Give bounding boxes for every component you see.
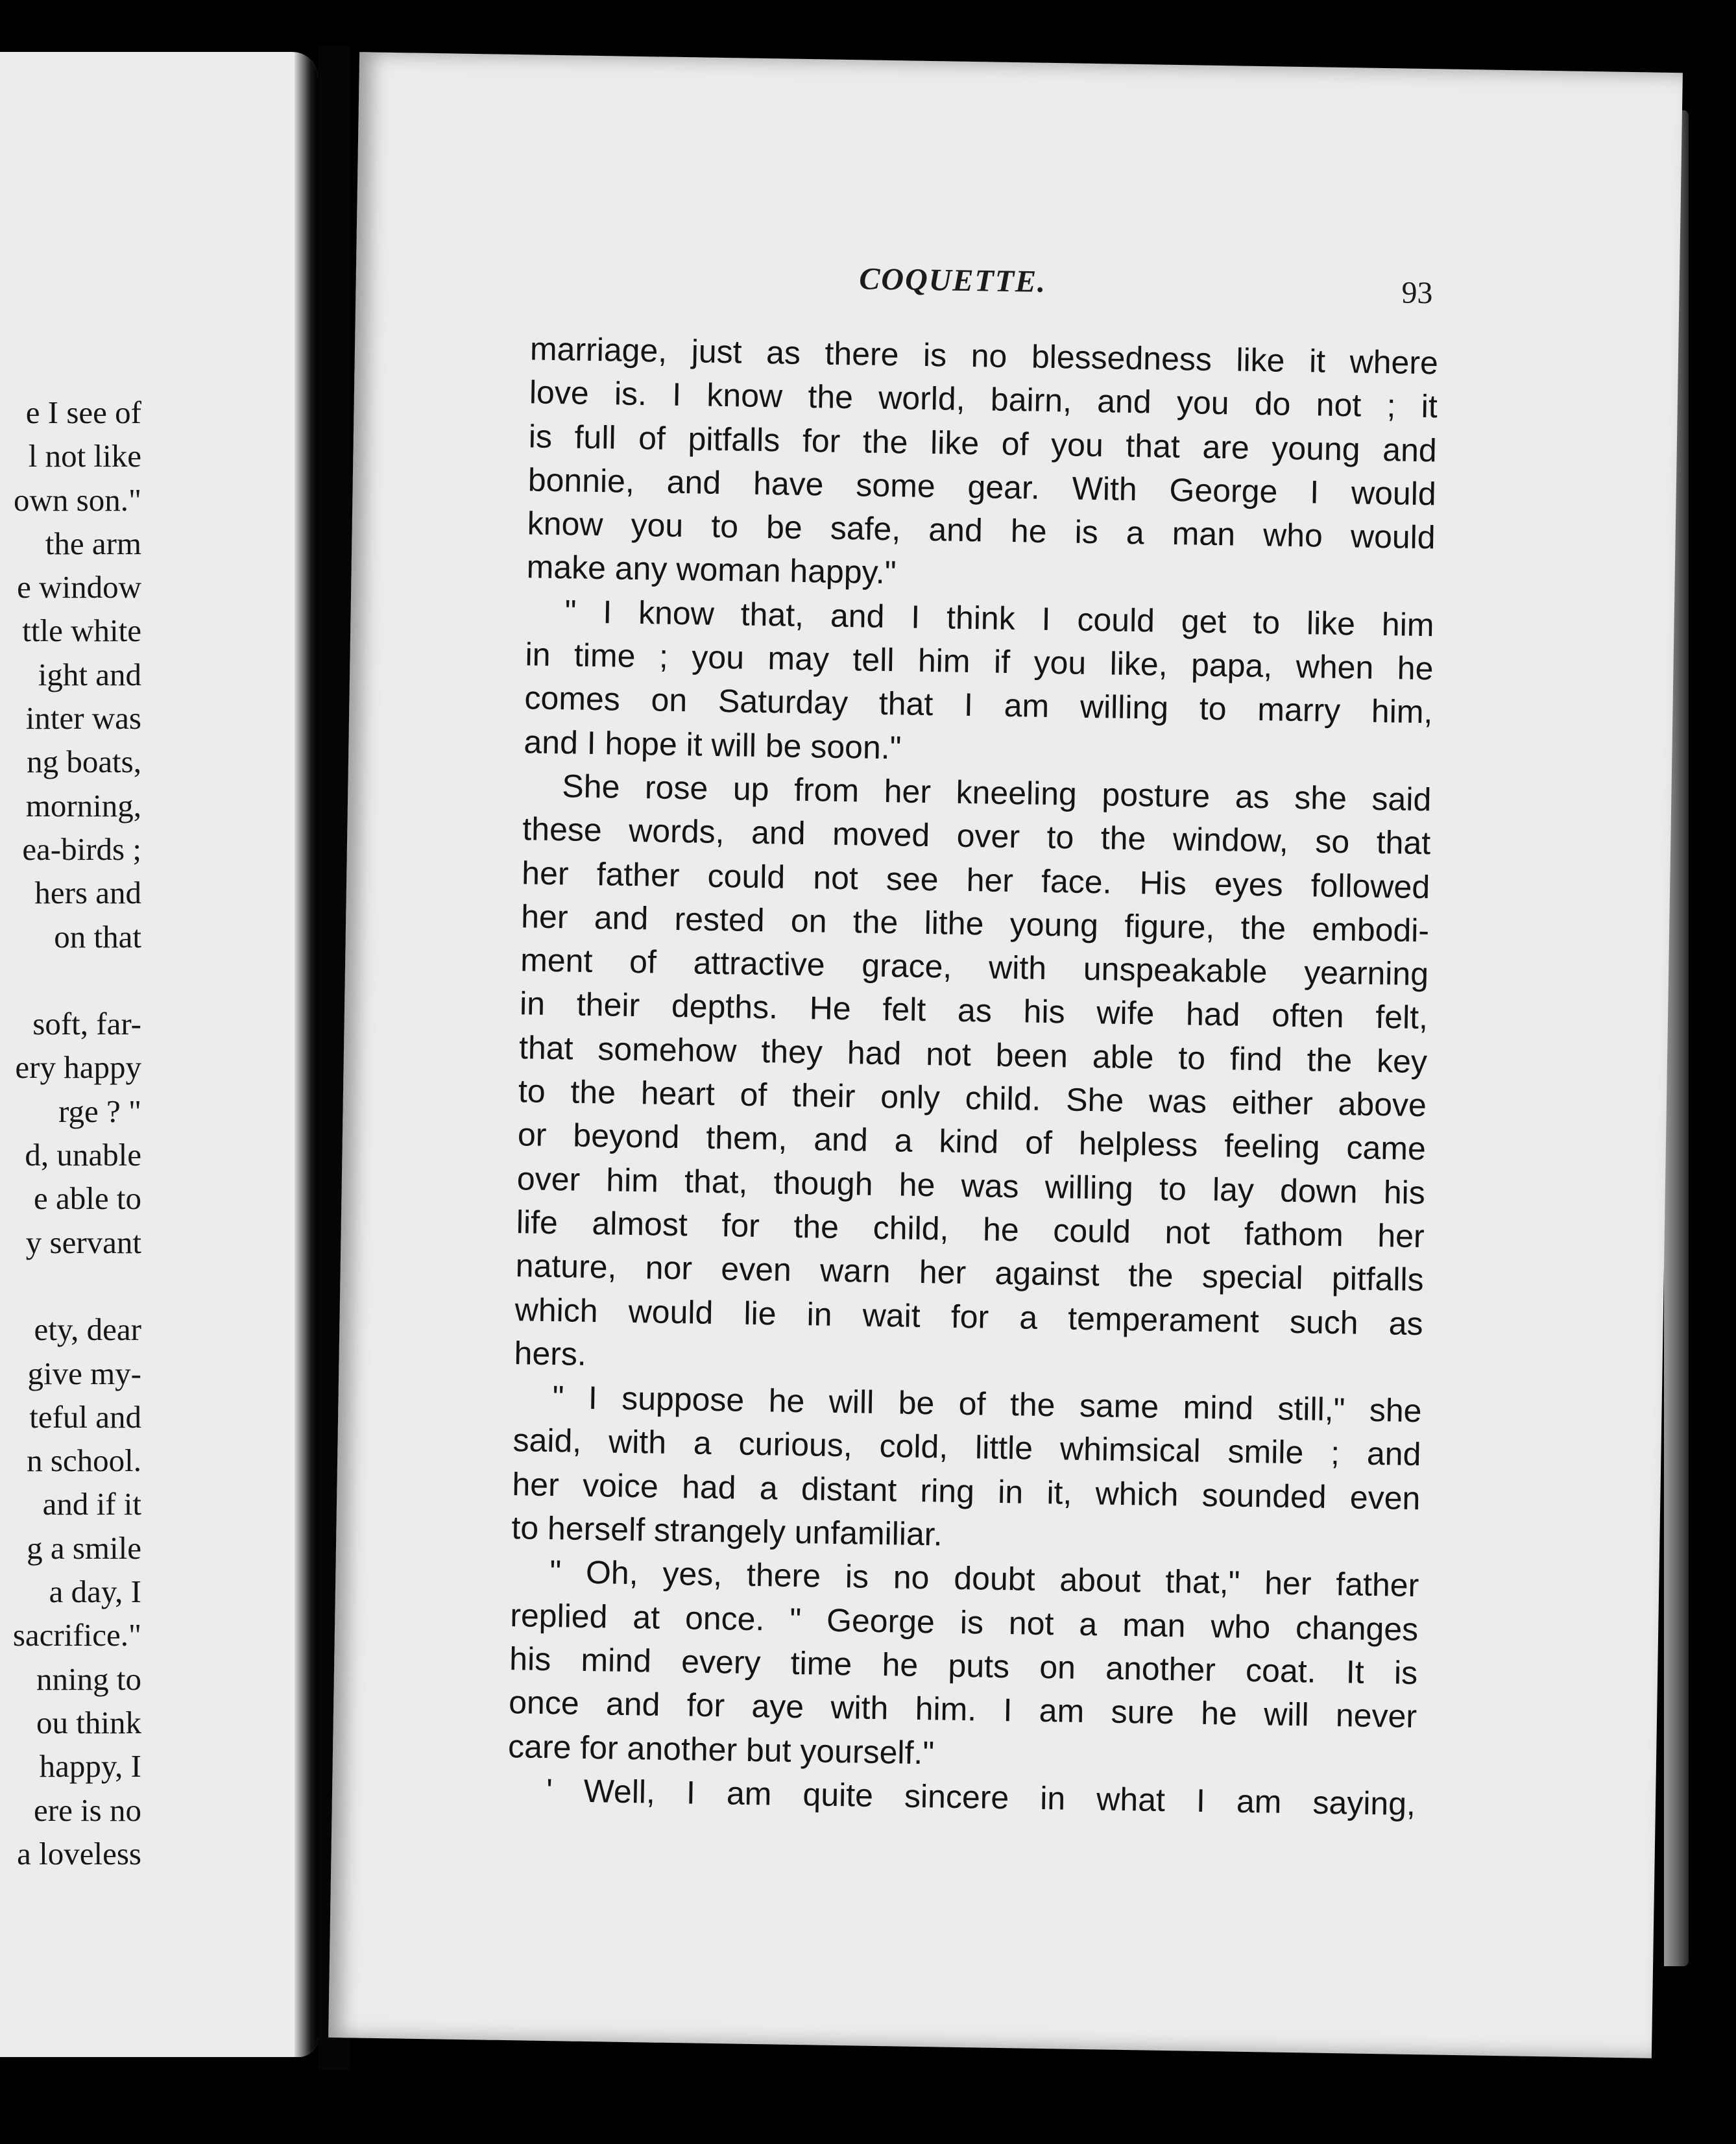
left-line: n school. xyxy=(27,1443,141,1479)
running-head: COQUETTE. xyxy=(859,262,1047,299)
left-line: ere is no xyxy=(34,1792,141,1828)
left-line: e I see of xyxy=(25,395,141,430)
left-line: e able to xyxy=(34,1180,141,1217)
left-line: ng boats, xyxy=(27,744,141,780)
text-line: " I know that, and I think I could get to like him xyxy=(564,593,1434,644)
text-line: nature, nor even warn her against the special pitfalls xyxy=(515,1247,1425,1298)
text-line: said, with a curious, cold, little whimsical smile ; and xyxy=(512,1422,1421,1473)
left-line: rge ? " xyxy=(58,1093,141,1129)
text-line: these words, and moved over to the window, so that xyxy=(522,810,1431,862)
left-line: nning to xyxy=(36,1661,141,1697)
left-line: ou think xyxy=(36,1704,141,1740)
previous-page xyxy=(0,52,318,2057)
text-line: her and rested on the lithe young figure, the embodi- xyxy=(520,898,1430,949)
text-line: that somehow they had not been able to find the key xyxy=(518,1029,1428,1080)
text-line: in time ; you may tell him if you like, papa, when he xyxy=(525,636,1434,687)
text-line: to the heart of their only child. She was either above xyxy=(518,1073,1427,1124)
text-line: is full of pitfalls for the like of you that are young and xyxy=(528,417,1438,469)
text-line: ment of attractive grace, with unspeakable yearning xyxy=(520,942,1429,993)
left-line: morning, xyxy=(25,787,141,823)
left-line: sacrifice." xyxy=(12,1617,141,1653)
previous-page-text xyxy=(0,391,141,1875)
text-line: in their depths. He felt as his wife had often felt, xyxy=(519,985,1429,1036)
text-line: marriage, just as there is no blessedness like it where xyxy=(529,330,1439,382)
page-number: 93 xyxy=(1401,275,1433,311)
text-line: make any woman happy." xyxy=(526,548,897,591)
text-line: to herself strangely unfamiliar. xyxy=(511,1509,943,1553)
left-line: a loveless xyxy=(17,1835,141,1871)
text-line: her voice had a distant ring in it, which sounded even xyxy=(512,1465,1421,1517)
left-line: e window xyxy=(17,569,141,605)
left-line: on that xyxy=(54,918,141,955)
left-line: inter was xyxy=(25,700,141,737)
left-line: ety, dear xyxy=(34,1311,141,1348)
left-line: hers and xyxy=(34,875,141,911)
left-line: teful and xyxy=(29,1398,141,1435)
left-line: ttle white xyxy=(22,613,141,649)
left-line: l not like xyxy=(28,438,141,474)
left-line: y servant xyxy=(25,1224,141,1260)
text-line: ' Well, I am quite sincere in what I am saying, xyxy=(546,1772,1416,1822)
text-line: She rose up from her kneeling posture as she said xyxy=(561,768,1432,818)
text-line: and I hope it will be soon." xyxy=(524,723,902,766)
text-line: or beyond them, and a kind of helpless feeling came xyxy=(517,1116,1427,1167)
left-line: ery happy xyxy=(15,1049,141,1086)
text-line: once and for aye with him. I am sure he will never xyxy=(508,1684,1417,1735)
text-line: " Oh, yes, there is no doubt about that," her father xyxy=(549,1553,1419,1604)
left-line: happy, I xyxy=(39,1748,141,1785)
text-line: care for another but yourself." xyxy=(507,1727,935,1771)
text-line: his mind every time he puts on another coat. It is xyxy=(509,1640,1418,1691)
left-line: ea-birds ; xyxy=(22,831,141,867)
left-line: soft, far- xyxy=(32,1006,141,1042)
page-body-text xyxy=(507,327,1439,1826)
left-line: a day, I xyxy=(49,1574,141,1610)
left-line xyxy=(0,1264,141,1308)
text-line: comes on Saturday that I am willing to marry him, xyxy=(524,679,1433,731)
left-line xyxy=(0,958,141,1002)
text-line: replied at once. " George is not a man who changes xyxy=(509,1596,1419,1648)
text-line: her father could not see her face. His eyes followed xyxy=(521,854,1430,905)
text-line: " I suppose he will be of the same mind still," she xyxy=(552,1379,1422,1430)
left-line: d, unable xyxy=(25,1137,141,1173)
text-line: know you to be safe, and he is a man who would xyxy=(527,505,1436,556)
text-line: which would lie in wait for a temperament such as xyxy=(514,1291,1424,1342)
text-line: hers. xyxy=(514,1334,587,1372)
left-line: give my- xyxy=(27,1355,141,1391)
left-line: own son." xyxy=(14,481,141,518)
book-page xyxy=(328,52,1683,2058)
gutter-shadow xyxy=(295,52,318,2057)
text-line: life almost for the child, he could not fathom her xyxy=(516,1204,1425,1255)
left-line: and if it xyxy=(42,1486,141,1522)
text-line: bonnie, and have some gear. With George I would xyxy=(527,461,1437,513)
text-line: love is. I know the world, bairn, and you do not ; it xyxy=(529,374,1438,425)
text-line: over him that, though he was willing to lay down his xyxy=(516,1160,1426,1211)
left-line: the arm xyxy=(45,525,141,561)
left-line: ight and xyxy=(38,656,141,692)
left-line: g a smile xyxy=(27,1529,141,1566)
